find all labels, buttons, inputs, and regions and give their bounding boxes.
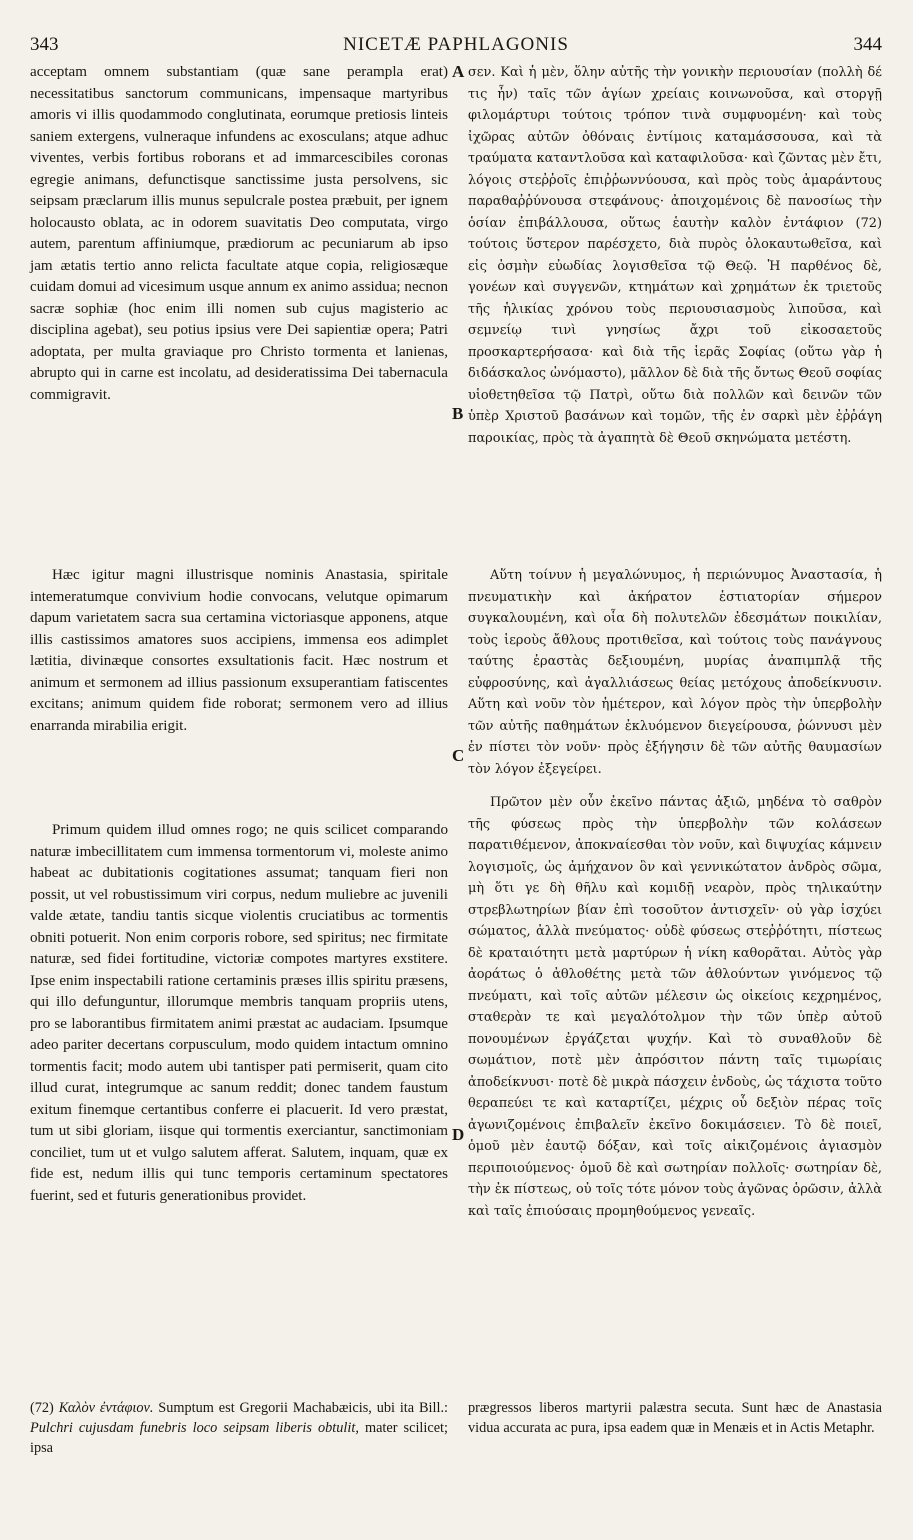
latin-paragraph-2: Hæc igitur magni illustrisque nominis Anastasia, spiritale intemeratumque convivium hodie convocans, velutque opimarum dapum varietatem sacra sua certamina victoriasque apponens, atque illis castissimos amatores suos accipiens, immensa eos adimplet lætitia, divinæque consortes exsultationis facit. Hæc nostrum et animum et sermonem ad illius passionum exsuperantiam fatiscentes excitans; animum quidem fide roborat; sermonem vero ad illius enarranda mirabilia erigit. [30,567,448,734]
latin-column-block-1 [30,62,448,406]
greek-paragraph-1: σεν. Καὶ ἡ μὲν, ὅλην αὐτῆς τὴν γονικὴν περιουσίαν (πολλὴ δέ τις ἦν) ταῖς τῶν ἁγίων χρείαις κοινωνοῦσα, καὶ στοργῇ φιλομάρτυρι τούτοις τρόπον τινὰ συμφυομένη· καὶ τοὺς ἰχῶρας αὐτῶν ὀθόναις ἐντίμοις καταμάσσουσα, καὶ τὰ τραύματα καταντλοῦσα καὶ καταφιλοῦσα· καὶ ζῶντας μὲν ἔτι, λόγοις στεῤῥοῖς ἐπιῤῥωννύουσα, καὶ πρὸς τοὺς ἀμαράντους παραθαῤῥύνουσα στεφάνους· ἀποιχομένοις δὲ πανοσίως τὴν ὁσίαν ἐπιβάλλουσα, οὕτως ἑαυτὴν καλὸν ἐντάφιον (72) τούτοις ὕστερον παρέσχετο, διὰ πυρὸς ὁλοκαυτωθεῖσα, καὶ εἰς ὀσμὴν εὐωδίας λογισθεῖσα τῷ Θεῷ. Ἡ παρθένος δὲ, γονέων καὶ συγγενῶν, κτημάτων καὶ χρημάτων ἐκ τριετοῦς τῆς ἡλικίας χρόνου τοὺς περιουσιασμοὺς λιποῦσα, καὶ σεμνείῳ τινὶ γνησίως ἄχρι τοῦ εἰκοσαετοῦς προσκαρτερήσασα· καὶ διὰ τῆς ἱερᾶς Σοφίας (οὕτω γὰρ ἡ διδάσκαλος ὠνόμαστο), μᾶλλον δὲ διὰ τῆς ὄντως Θεοῦ σοφίας υἱοθετηθεῖσα τῷ Πατρὶ, οὕτω διὰ πολλῶν καὶ δεινῶν τῶν ὑπὲρ Χριστοῦ βασάνων καὶ τομῶν, τῆς ἐν σαρκὶ μὲν ἐῤῥάγη παροικίας, πρὸς τὰ ἀγαπητὰ δὲ Θεοῦ σκηνώματα μετέστη. [468,65,882,446]
margin-marker-c: C [452,746,465,765]
running-title: NICETÆ PAPHLAGONIS [343,34,569,55]
footnote-left [30,1398,448,1458]
page-number-left: 343 [30,34,59,55]
latin-column-block-3 [30,820,448,1207]
footnote-text-a: Sumptum est Gregorii Machabæicis, ubi ita Bill.: [153,1400,448,1416]
footnote-right [468,1398,882,1438]
page-number-right: 344 [853,34,882,55]
greek-paragraph-3: Πρῶτον μὲν οὖν ἐκεῖνο πάντας ἀξιῶ, μηδένα τὸ σαθρὸν τῆς φύσεως πρὸς τὴν ὑπερβολὴν τῶν κολάσεων παρατιθέμενον, ἀποκναίεσθαι τὸν νοῦν, καὶ διψυχίας κάμνειν λογισμοῖς, ὡς ἀμήχανον ὃν καὶ γεννικώτατον ἀνδρὸς σῶμα, μὴ ὅτι γε δὴ θῆλυ καὶ κομιδῇ νεαρὸν, πρὸς τηλικαύτην στρεβλωτηρίων βίαν ἐπὶ τοσοῦτον ἀντισχεῖν· οὐ γὰρ ἰσχύει σώματος, ἀλλὰ πνεύματος· οὐδὲ φύσεως στεῤῥότητι, πίστεως δὲ κραταιότητι μετὰ μαρτύρων ἡ νίκη καθορᾶται. Αὐτὸς γὰρ ἀοράτως ὁ ἀθλοθέτης μετὰ τῶν ἀθλούντων γινόμενος τῷ πνεύματι, καὶ τοῖς αὐτῶν μέλεσιν ὡς οἰκείοις κεχρημένος, σταθερὰν τε καὶ μεγαλότολμον τὴν τῶν ὑπὲρ αὐτοῦ πονουμένων ἐργάζεται ψυχήν. Καὶ τὸ συναθλοῦν δὲ σωμάτιον, ποτὲ μὲν ἀπρόσιτον πάντη ταῖς τιμωρίαις ἀποδείκνυσι· ποτὲ δὲ μικρὰ πάσχειν ἐνδοὺς, ὡς τάχιστα τοῦτο θεραπεύει τε καὶ καταρτίζει, μέχρις οὗ δεξιὸν πέρας τοῖς ἀγωνιζομένοις ἐπιβαλεῖν ἐκεῖνο δοκιμάσειεν. Τὸ δὲ ποιεῖ, ὁμοῦ μὲν ἑαυτῷ δόξαν, καὶ τοῖς αἰκιζομένοις ἁγιασμὸν περιποιούμενος· ὁμοῦ δὲ καὶ σωτηρίαν πολλοῖς· σωτηρίαν δὲ, τὴν ἐκ πίστεως, οὐ τοῖς τότε μόνον τοὺς ἀγῶνας ὁρῶσιν, ἀλλὰ καὶ ταῖς ἐπιούσαις προμηθούμενος γενεαῖς. [468,795,882,1219]
footnote-greek-phrase: Καλὸν ἐντάφιον. [58,1400,154,1416]
greek-column-block-2 [468,565,882,780]
greek-column-block-1 [468,62,882,449]
latin-column-block-2 [30,565,448,737]
footnote-number: (72) [30,1400,54,1416]
latin-paragraph-1: acceptam omnem substantiam (quæ sane perampla erat) necessitatibus sanctorum communicans, impensaque martyribus amoris vi illis quodammodo conglutinata, eorumque pretiosis linteis saniem extergens, vulneraque infundens ac exosculans; atque adhuc viventes, verbis fortibus roborans et ad immarcescibiles coronas egregie animans, defunctisque sanctissime justa persolvens, sic seipsam præclarum illis munus sepulcrale postea præbuit, per ignem holocausto oblata, ac in odorem suavitatis Deo computata, virgo autem, parentum affiniumque, prædiorum ac pecuniarum ab ipso jam ætatis tertio anno relicta facultate atque copia, religiosæque cuidam domui ad vicesimum usque annum ex animo assidua; necnon sacræ sophiæ (hoc enim illi nomen sub cujus magisterio ac disciplina agebat), seu potius ipsius vere Dei sapientiæ opera; Patri adoptata, per multa graviaque pro Christo tormenta et lanienas, abrupto qui in carne est incolatu, ad desideratissima Dei tabernacula commigravit. [30,64,448,403]
greek-column-block-3 [468,792,882,1222]
footnote-text-b: mater scilicet; ipsa [30,1420,449,1456]
margin-marker-b: B [452,404,464,423]
margin-marker-d: D [452,1125,465,1144]
footnote-continuation: prægressos liberos martyrii palæstra secuta. Sunt hæc de Anastasia vidua accurata ac pura, ipsa eadem quæ in Menæis et in Actis Metaphr. [468,1400,882,1436]
page-header [30,34,882,60]
margin-marker-a: A [452,62,465,81]
latin-paragraph-3: Primum quidem illud omnes rogo; ne quis scilicet comparando naturæ imbecillitatem cum immensa tormentorum vi, moleste animo habeat ac dubitationis cogitationes assumat; tanquam fieri non possit, ut vel robustissimum viri corpus, nedum muliebre ac juvenili valde ætate, tandiu tantis sicque violentis cruciatibus ac tormentis obniti potuerit. Non enim corporis robore, sed spiritus; nec firmitate naturæ, sed fidei fortitudine, victoriæ compotes martyres exstitere. Ipse enim inspectabili ratione certaminis præses illis spiritu præsens, qui illo defunguntur, illorumque membris tanquam propriis utens, pro se laborantibus firmitatem animi præstat ac audaciam. Ipsumque adeo pariter decertans corpusculum, modo quidem intactum omnino tormentis facit; modo autem ubi tantisper pati permiserit, quam cito illud curat, integrumque ac sanum reddit; donec tandem faustum exitum finemque certantibus conferre ei placuerit. Id vero præstat, tum ut sibi gloriam, iisque qui tormentis exerciantur, sanctimoniam conciliet, tum ut et vulgo salutem afferat. Salutem, inquam, quæ ex fide est, nedum illis qui tunc temporis certaminum spectatores fuerint, sed et futuris generationibus providet. [30,822,448,1204]
footnote-italic-quote: Pulchri cujusdam funebris loco seipsam liberis obtulit, [30,1420,359,1436]
greek-paragraph-2: Αὕτη τοίνυν ἡ μεγαλώνυμος, ἡ περιώνυμος Ἀναστασία, ἡ πνευματικὴν καὶ ἀκήρατον ἑστιατορίαν σήμερον συγκαλουμένη, καὶ οἷα δὴ πολυτελῶν ἐδεσμάτων ποικιλίαν, τοὺς ἱεροὺς ἄθλους προτιθεῖσα, καὶ τούτοις τοὺς πανάγνους ταύτης ἐραστὰς δεξιουμένη, μυρίας ἀναπιμπλᾷ τῆς εὐφροσύνης, καὶ ἀγαλλιάσεως θείας μετόχους ἀποδείκνυσιν. Αὕτη καὶ νοῦν τὸν ἡμέτερον, καὶ λόγον πρὸς τὴν ὑπερβολὴν τῶν αὐτῆς παθημάτων ἐκλυόμενον διεγείρουσα, ῥώννυσι μὲν ἐν πίστει τὸν νοῦν· πρὸς ἐξήγησιν δὲ τῶν αὐτῆς θαυμασίων τὸν λόγον ἐξεγείρει. [468,568,882,777]
